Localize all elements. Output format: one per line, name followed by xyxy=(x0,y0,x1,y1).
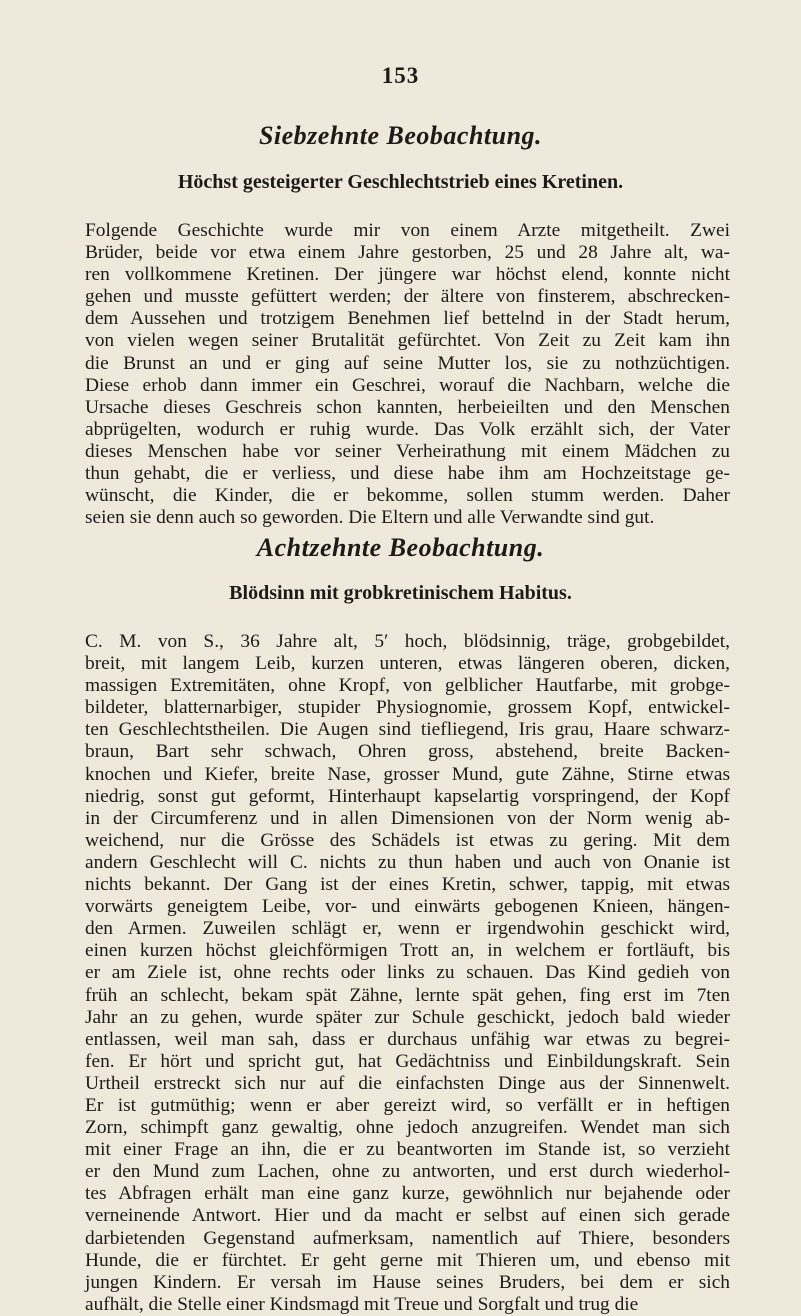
text-line: er den Mund zum Lachen, ohne zu antworten, und erst durch wiederhol- xyxy=(85,1161,730,1183)
text-line: bildeter, blatternarbiger, stupider Physiognomie, grossem Kopf, entwickel- xyxy=(85,697,730,719)
text-line: die Brunst an und er ging auf seine Mutter los, sie zu nothzüchtigen. xyxy=(85,352,730,374)
text-line: jungen Kindern. Er versah im Hause seines Bruders, bei dem er sich xyxy=(85,1271,730,1293)
page-number: 153 xyxy=(381,63,420,88)
section-title-observation-17: Siebzehnte Beobachtung. xyxy=(258,121,543,150)
text-line: wünscht, die Kinder, die er bekomme, sollen stumm werden. Daher xyxy=(85,485,730,507)
text-line: Jahr an zu gehen, wurde später zur Schule geschickt, jedoch bald wieder xyxy=(85,1006,730,1028)
text-line: entlassen, weil man sah, dass er durchaus unfähig war etwas zu begrei- xyxy=(85,1028,730,1050)
text-line: Hunde, die er fürchtet. Er geht gerne mit Thieren um, und ebenso mit xyxy=(85,1249,730,1271)
text-line: Diese erhob dann immer ein Geschrei, worauf die Nachbarn, welche die xyxy=(85,374,730,396)
section-title-observation-18: Achtzehnte Beobachtung. xyxy=(256,533,545,562)
section-body-observation-17 xyxy=(85,220,730,529)
text-line: Brüder, beide vor etwa einem Jahre gestorben, 25 und 28 Jahre alt, wa- xyxy=(85,242,730,264)
text-line: Zorn, schimpft ganz gewaltig, ohne jedoch anzugreifen. Wendet man sich xyxy=(85,1117,730,1139)
text-line: abprügelten, wodurch er ruhig wurde. Das Volk erzählt sich, der Vater xyxy=(85,418,730,440)
text-line: thun gehabt, die er verliess, und diese habe ihm am Hochzeitstage ge- xyxy=(85,463,730,485)
text-line: dem Aussehen und trotzigem Benehmen lief bettelnd in der Stadt herum, xyxy=(85,308,730,330)
text-line: weichend, nur die Grösse des Schädels ist etwas zu gering. Mit dem xyxy=(85,829,730,851)
text-line: Folgende Geschichte wurde mir von einem Arzte mitgetheilt. Zwei xyxy=(85,220,730,241)
section-subtitle-observation-17: Höchst gesteigerter Geschlechtstrieb eines Kretinen. xyxy=(177,171,624,193)
text-line: darbietenden Gegenstand aufmerksam, namentlich auf Thiere, besonders xyxy=(85,1227,730,1249)
text-line: seien sie denn auch so geworden. Die Eltern und alle Verwandte sind gut. xyxy=(85,507,655,529)
text-line: aufhält, die Stelle einer Kindsmagd mit Treue und Sorgfalt und trug die xyxy=(85,1293,639,1315)
text-line: nichts bekannt. Der Gang ist der eines Kretin, schwer, tappig, mit etwas xyxy=(85,874,730,896)
text-line: dieses Menschen habe vor seiner Verheirathung mit einem Mädchen zu xyxy=(85,440,730,462)
text-line: früh an schlecht, bekam spät Zähne, lernte spät gehen, fing erst im 7ten xyxy=(85,984,730,1006)
text-line: vorwärts geneigtem Leibe, vor- und einwärts gebogenen Knieen, hängen- xyxy=(85,896,730,918)
text-line: ren vollkommene Kretinen. Der jüngere war höchst elend, konnte nicht xyxy=(85,264,730,286)
text-line: tes Abfragen erhält man eine ganz kurze, gewöhnlich nur bejahende oder xyxy=(85,1183,730,1205)
text-line: C. M. von S., 36 Jahre alt, 5′ hoch, blödsinnig, träge, grobgebildet, xyxy=(85,631,730,652)
text-line: massigen Extremitäten, ohne Kropf, von gelblicher Hautfarbe, mit grobge- xyxy=(85,675,730,697)
text-line: gehen und musste gefüttert werden; der ältere von finsterem, abschrecken- xyxy=(85,286,730,308)
text-line: Urtheil erstreckt sich nur auf die einfachsten Dinge aus der Sinnenwelt. xyxy=(85,1072,730,1094)
text-line: den Armen. Zuweilen schlägt er, wenn er irgendwohin geschickt wird, xyxy=(85,918,730,940)
section-subtitle-observation-18: Blödsinn mit grobkretinischem Habitus. xyxy=(229,582,572,604)
text-line: knochen und Kiefer, breite Nase, grosser Mund, gute Zähne, Stirne etwas xyxy=(85,763,730,785)
text-line: von vielen wegen seiner Brutalität gefürchtet. Von Zeit zu Zeit kam ihn xyxy=(85,330,730,352)
section-body-observation-18 xyxy=(85,631,730,1316)
text-line: breit, mit langem Leib, kurzen unteren, etwas längeren oberen, dicken, xyxy=(85,653,730,675)
text-line: in der Circumferenz und in allen Dimensionen von der Norm wenig ab- xyxy=(85,807,730,829)
text-line: andern Geschlecht will C. nichts zu thun haben und auch von Onanie ist xyxy=(85,851,730,873)
text-line: Er ist gutmüthig; wenn er aber gereizt wird, so verfällt er in heftigen xyxy=(85,1094,730,1116)
text-line: ten Geschlechtstheilen. Die Augen sind tiefliegend, Iris grau, Haare schwarz- xyxy=(85,719,730,741)
text-line: verneinende Antwort. Hier und da macht er selbst auf einen sich gerade xyxy=(85,1205,730,1227)
text-line: Ursache dieses Geschreis schon kannten, herbeieilten und den Menschen xyxy=(85,396,730,418)
text-line: mit einer Frage an ihn, die er zu beantworten im Stande ist, so verzieht xyxy=(85,1139,730,1161)
text-line: niedrig, sonst gut geformt, Hinterhaupt kapselartig vorspringend, der Kopf xyxy=(85,785,730,807)
text-line: braun, Bart sehr schwach, Ohren gross, abstehend, breite Backen- xyxy=(85,741,730,763)
text-line: er am Ziele ist, ohne rechts oder links zu schauen. Das Kind gedieh von xyxy=(85,962,730,984)
text-line: fen. Er hört und spricht gut, hat Gedächtniss und Einbildungskraft. Sein xyxy=(85,1050,730,1072)
text-line: einen kurzen höchst gleichförmigen Trott an, in welchem er fortläuft, bis xyxy=(85,940,730,962)
